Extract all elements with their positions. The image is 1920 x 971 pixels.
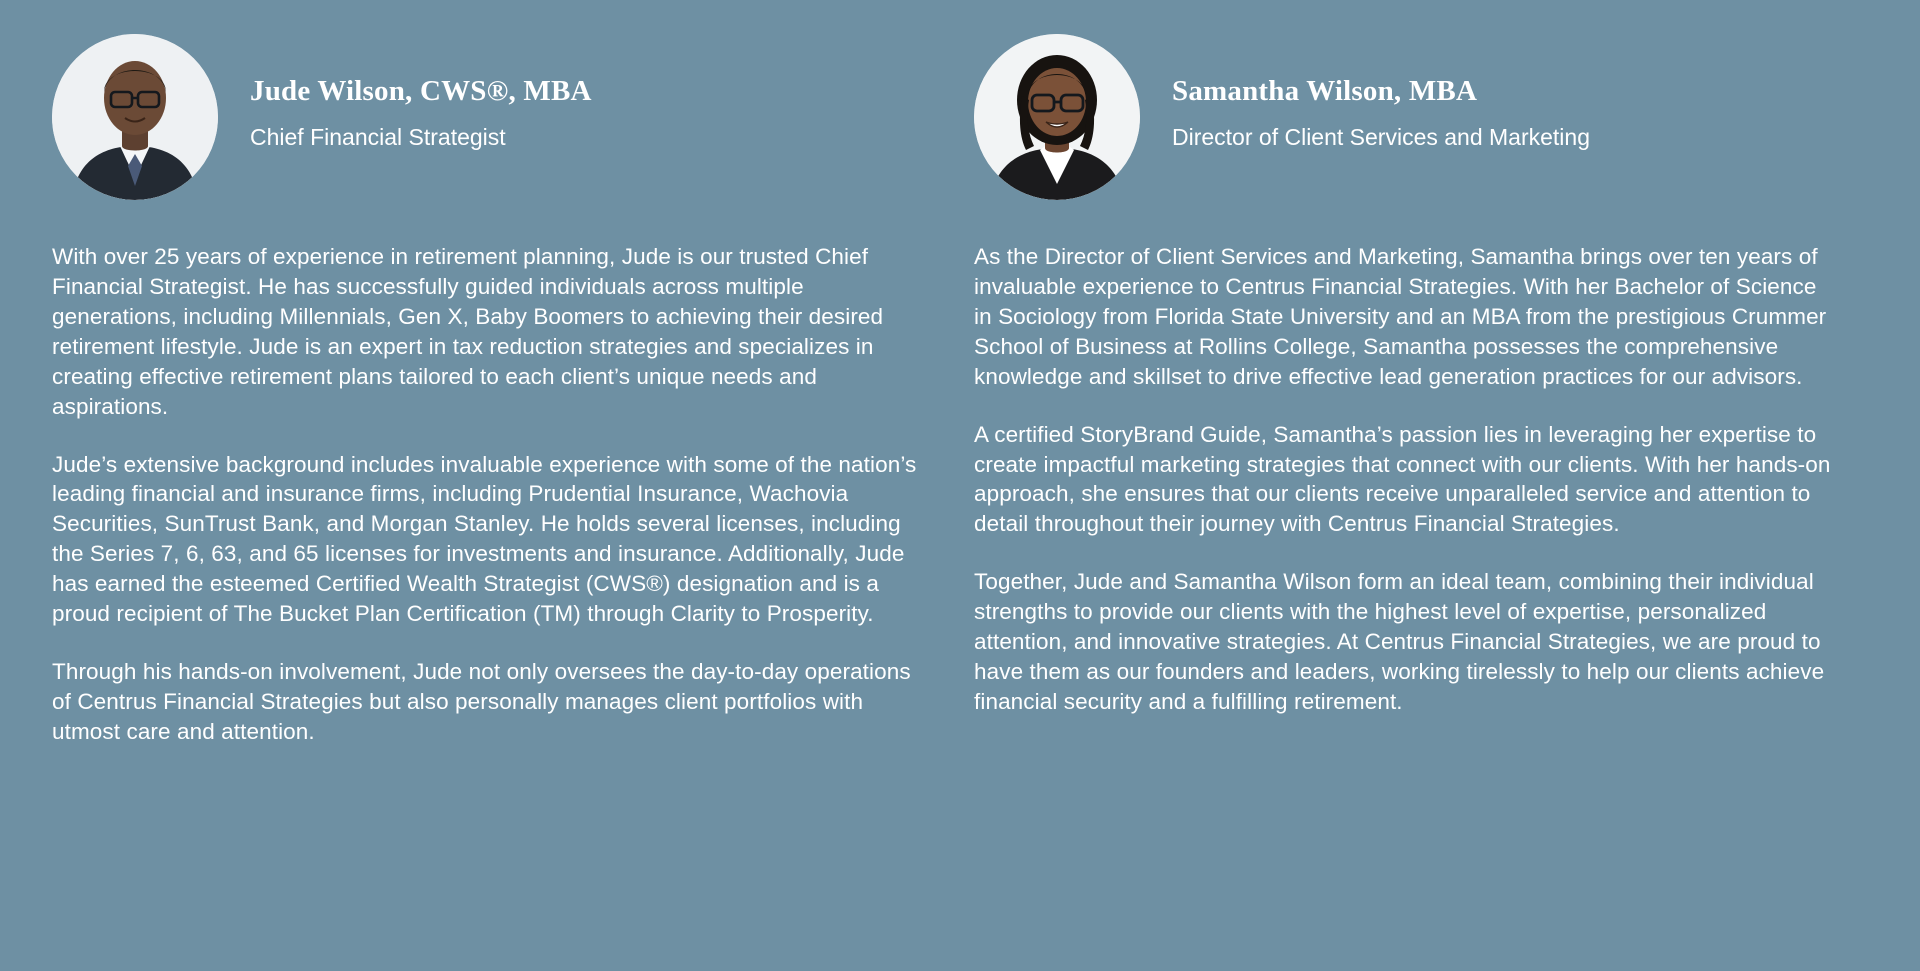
profile-header <box>974 34 1840 224</box>
jude-wilson-headshot-icon <box>52 34 218 200</box>
profile-text <box>1172 34 1590 152</box>
profile-bio <box>974 242 1840 717</box>
profile-name: Samantha Wilson, MBA <box>1172 75 1478 107</box>
profile-title: Chief Financial Strategist <box>250 123 506 150</box>
bio-paragraph: With over 25 years of experience in retirement planning, Jude is our trusted Chief Financial Strategist. He has successfully guided individuals across multiple generations, including Millennials, Gen X, Baby Boomers to achieving their desired retirement lifestyle. Jude is an expert in tax reduction strategies and specializes in creating effective retirement plans tailored to each client’s unique needs and aspirations. <box>52 244 884 419</box>
avatar <box>974 34 1140 200</box>
bio-paragraph: Through his hands-on involvement, Jude not only oversees the day-to-day operations of Centrus Financial Strategies but also personally manages client portfolios with utmost care and attention. <box>52 659 911 744</box>
bio-paragraph: Together, Jude and Samantha Wilson form an ideal team, combining their individual strengths to provide our clients with the highest level of expertise, personalized attention, and innovative strategies. At Centrus Financial Strategies, we are proud to have them as our founders and leaders, working tirelessly to help our clients achieve financial security and a fulfilling retirement. <box>974 569 1825 714</box>
bio-paragraph: As the Director of Client Services and Marketing, Samantha brings over ten years of invaluable experience to Centrus Financial Strategies. With her Bachelor of Science in Sociology from Florida State University and an MBA from the prestigious Crummer School of Business at Rollins College, Samantha possesses the comprehensive knowledge and skillset to drive effective lead generation practices for our advisors. <box>974 244 1827 389</box>
avatar <box>52 34 218 200</box>
profile-header <box>52 34 918 224</box>
profile-title: Director of Client Services and Marketing <box>1172 123 1590 150</box>
profile-column-jude <box>52 34 918 971</box>
profile-bio <box>52 242 918 747</box>
bio-paragraph: A certified StoryBrand Guide, Samantha’s passion lies in leveraging her expertise to create impactful marketing strategies that connect with our clients. With her hands-on approach, she ensures that our clients receive unparalleled service and attention to detail throughout their journey with Centrus Financial Strategies. <box>974 421 1831 537</box>
samantha-wilson-headshot-icon <box>974 34 1140 200</box>
profile-column-samantha <box>974 34 1840 971</box>
bio-paragraph: Jude’s extensive background includes invaluable experience with some of the nation’s leading financial and insurance firms, including Prudential Insurance, Wachovia Securities, SunTrust Bank, and Morgan Stanley. He holds several licenses, including the Series 7, 6, 63, and 65 licenses for investments and insurance. Additionally, Jude has earned the esteemed Certified Wealth Strategist (CWS®) designation and is a proud recipient of The Bucket Plan Certification (TM) through Clarity to Prosperity. <box>52 451 917 627</box>
profile-text <box>250 34 592 152</box>
profile-name: Jude Wilson, CWS®, MBA <box>250 75 592 107</box>
